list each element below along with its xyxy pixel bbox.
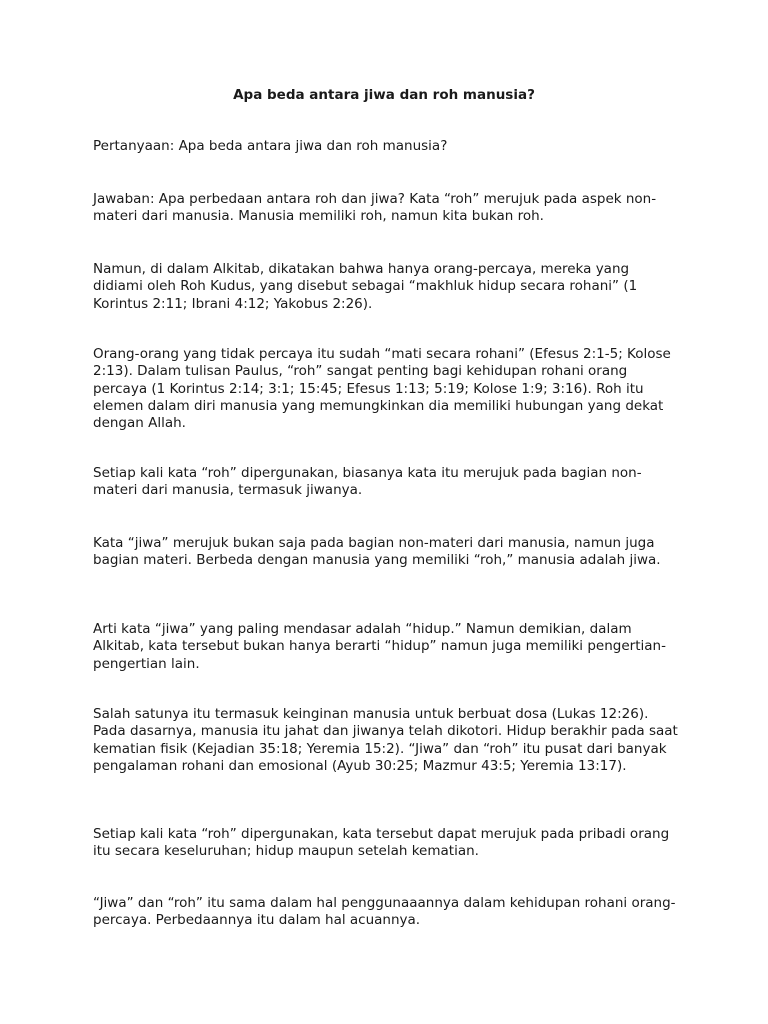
paragraph-unbelievers: Orang-orang yang tidak percaya itu sudah “mati secara rohani” (Efesus 2:1-5; Kolose 2:13). Dalam tulisan Paulus, “roh” sangat penting bagi kehidupan rohani orang percaya (1 Korintus 2:14; 3:1; 15:45; Efesus 1:13; 5:19; Kolose 1:9; 3:16). Roh itu elemen dalam diri manusia yang memungkinkan dia memiliki hubungan yang dekat dengan Allah. [93, 346, 671, 432]
paragraph-jiwa-basic: Arti kata “jiwa” yang paling mendasar adalah “hidup.” Namun demikian, dalam Alkitab, kata tersebut bukan hanya berarti “hidup” namun juga memiliki pengertian-pengertian lain. [93, 621, 666, 672]
paragraph-conclusion: “Jiwa” dan “roh” itu sama dalam hal penggunaaannya dalam kehidupan rohani orang-percaya. Perbedaannya itu dalam hal acuannya. [93, 895, 676, 929]
paragraph-question: Pertanyaan: Apa beda antara jiwa dan roh manusia? [93, 138, 448, 154]
paragraph-jiwa-meaning: Kata “jiwa” merujuk bukan saja pada bagian non-materi dari manusia, namun juga bagian materi. Berbeda dengan manusia yang memiliki “roh,” manusia adalah jiwa. [93, 535, 661, 569]
paragraph-answer: Jawaban: Apa perbedaan antara roh dan jiwa? Kata “roh” merujuk pada aspek non-materi dari manusia. Manusia memiliki roh, namun kita bukan roh. [93, 191, 657, 225]
paragraph-roh-usage: Setiap kali kata “roh” dipergunakan, biasanya kata itu merujuk pada bagian non-materi dari manusia, termasuk jiwanya. [93, 465, 642, 499]
paragraph-roh-person: Setiap kali kata “roh” dipergunakan, kata tersebut dapat merujuk pada pribadi orang itu secara keseluruhan; hidup maupun setelah kematian. [93, 826, 670, 860]
document-title: Apa beda antara jiwa dan roh manusia? [233, 87, 535, 103]
paragraph-sin: Salah satunya itu termasuk keinginan manusia untuk berbuat dosa (Lukas 12:26). Pada dasarnya, manusia itu jahat dan jiwanya telah dikotori. Hidup berakhir pada saat kematian fisik (Kejadian 35:18; Yeremia 15:2). “Jiwa” dan “roh” itu pusat dari banyak pengalaman rohani dan emosional (Ayub 30:25; Mazmur 43:5; Yeremia 13:17). [93, 706, 678, 774]
paragraph-alkitab: Namun, di dalam Alkitab, dikatakan bahwa hanya orang-percaya, mereka yang didiami oleh Roh Kudus, yang disebut sebagai “makhluk hidup secara rohani” (1 Korintus 2:11; Ibrani 4:12; Yakobus 2:26). [93, 261, 638, 312]
